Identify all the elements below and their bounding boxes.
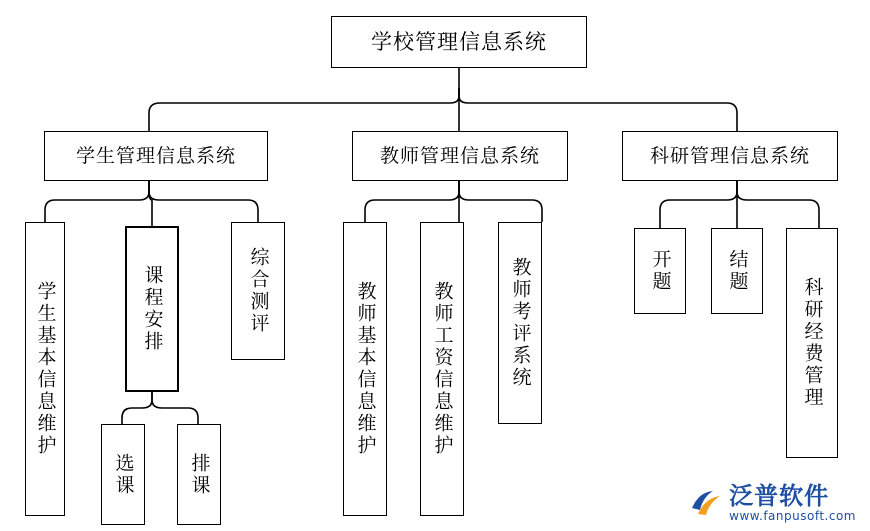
node-course-scheduling bbox=[177, 424, 221, 525]
node-student-mis-label: 学生管理信息系统 bbox=[75, 144, 236, 167]
node-research-mis bbox=[622, 131, 838, 181]
node-research-funding-management bbox=[786, 228, 838, 458]
node-comprehensive-evaluation-label: 综合测评 bbox=[247, 247, 270, 335]
node-student-mis bbox=[44, 131, 268, 181]
watermark-url: www.fanpusoft.com bbox=[729, 509, 856, 523]
node-topic-closing bbox=[711, 228, 763, 314]
node-course-arrangement bbox=[125, 226, 179, 392]
node-course-scheduling-label: 排课 bbox=[188, 452, 211, 497]
watermark bbox=[689, 481, 856, 523]
node-research-mis-label: 科研管理信息系统 bbox=[649, 144, 810, 167]
node-teacher-basic-info bbox=[343, 222, 387, 516]
node-teacher-assessment-system bbox=[498, 222, 542, 424]
node-teacher-mis-label: 教师管理信息系统 bbox=[379, 144, 540, 167]
node-comprehensive-evaluation bbox=[231, 222, 285, 360]
node-teacher-salary-info bbox=[420, 222, 464, 516]
node-student-basic-info-label: 学生基本信息维护 bbox=[34, 281, 57, 457]
watermark-text bbox=[729, 481, 856, 523]
node-root-label: 学校管理信息系统 bbox=[371, 29, 547, 54]
node-teacher-mis bbox=[352, 131, 568, 181]
node-teacher-basic-info-label: 教师基本信息维护 bbox=[354, 281, 377, 457]
node-teacher-salary-info-label: 教师工资信息维护 bbox=[431, 281, 454, 457]
node-topic-closing-label: 结题 bbox=[726, 249, 749, 293]
node-research-funding-management-label: 科研经费管理 bbox=[801, 277, 824, 409]
node-topic-opening-label: 开题 bbox=[649, 249, 672, 293]
watermark-brand: 泛普软件 bbox=[729, 481, 830, 510]
node-teacher-assessment-system-label: 教师考评系统 bbox=[509, 257, 532, 389]
node-student-basic-info bbox=[25, 222, 65, 516]
node-root bbox=[331, 16, 587, 68]
node-course-arrangement-label: 课程安排 bbox=[141, 265, 164, 353]
node-course-selection bbox=[101, 424, 145, 525]
node-course-selection-label: 选课 bbox=[112, 452, 135, 497]
brand-logo-icon bbox=[689, 488, 723, 518]
node-topic-opening bbox=[634, 228, 686, 314]
